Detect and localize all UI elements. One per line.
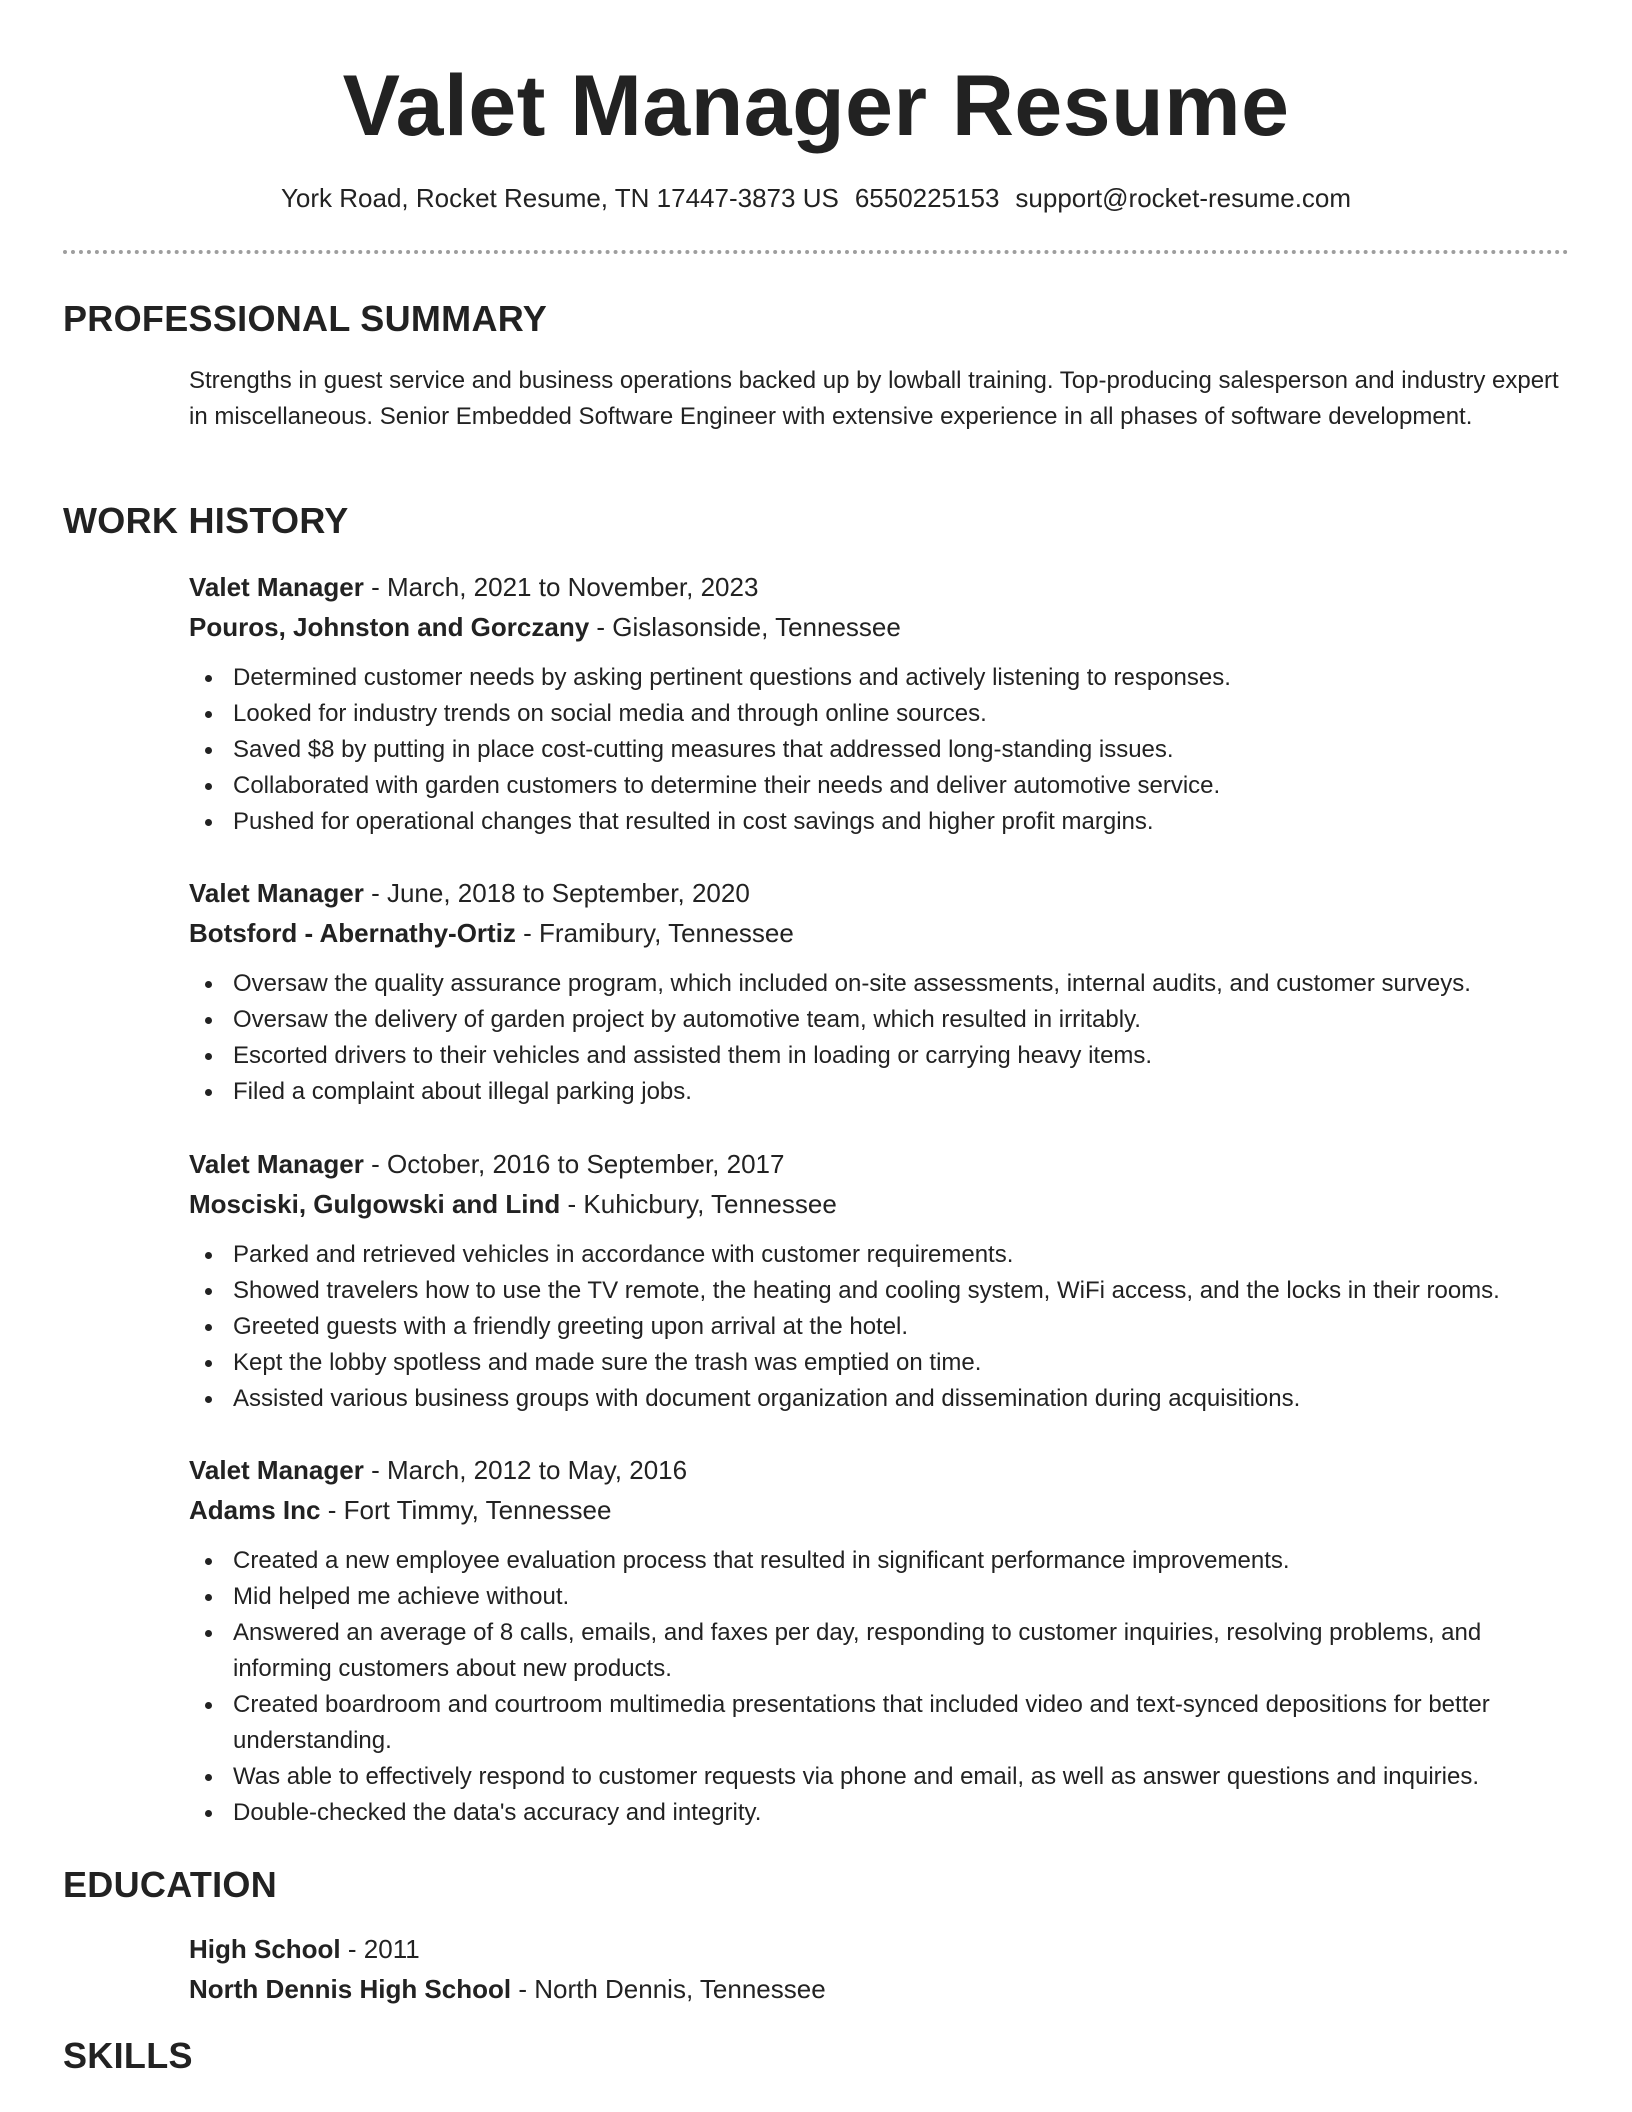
job-entry	[189, 876, 1569, 1110]
job-title-line: Valet Manager - March, 2012 to May, 2016	[189, 1455, 688, 1485]
education-degree: High School	[189, 1934, 341, 1964]
job-bullet: Parked and retrieved vehicles in accordance with customer requirements.	[189, 1237, 1569, 1273]
job-bullet: Assisted various business groups with document organization and dissemination during acquisitions.	[189, 1381, 1569, 1417]
resume-title: Valet Manager Resume	[342, 58, 1290, 154]
education-location: North Dennis, Tennessee	[534, 1974, 826, 2004]
job-bullet: Answered an average of 8 calls, emails, and faxes per day, responding to customer inquiries, resolving problems, and informing customers about new products.	[189, 1615, 1569, 1687]
job-location: Gislasonside, Tennessee	[612, 612, 901, 642]
job-entry	[189, 1453, 1569, 1831]
skills-heading: SKILLS	[63, 2035, 193, 2076]
job-company-line: Adams Inc - Fort Timmy, Tennessee	[189, 1495, 612, 1525]
summary-text: Strengths in guest service and business operations backed up by lowball training. Top-producing salesperson and industry expert in miscellaneous. Senior Embedded Software Engineer with extensive experience in all phases of software development.	[189, 367, 1559, 430]
job-company-line: Botsford - Abernathy-Ortiz - Framibury, Tennessee	[189, 918, 794, 948]
job-company-line: Pouros, Johnston and Gorczany - Gislasonside, Tennessee	[189, 612, 901, 642]
job-bullet: Saved $8 by putting in place cost-cutting measures that addressed long-standing issues.	[189, 732, 1569, 768]
job-dates: March, 2021 to November, 2023	[386, 572, 759, 602]
job-bullets	[189, 660, 1569, 840]
job-title-line: Valet Manager - June, 2018 to September, 2020	[189, 878, 750, 908]
job-bullet: Oversaw the quality assurance program, which included on-site assessments, internal audits, and customer surveys.	[189, 966, 1569, 1002]
job-entry	[189, 1147, 1569, 1417]
education-school-line: North Dennis High School - North Dennis, Tennessee	[189, 1974, 826, 2004]
contact-phone: 6550225153	[854, 183, 1000, 213]
job-dates: March, 2012 to May, 2016	[386, 1455, 688, 1485]
job-bullet: Greeted guests with a friendly greeting upon arrival at the hotel.	[189, 1309, 1569, 1345]
job-bullet: Filed a complaint about illegal parking jobs.	[189, 1074, 1569, 1110]
header-divider	[63, 250, 1569, 254]
job-entry	[189, 570, 1569, 840]
job-location: Framibury, Tennessee	[539, 918, 794, 948]
job-location: Fort Timmy, Tennessee	[343, 1495, 612, 1525]
job-bullet: Escorted drivers to their vehicles and assisted them in loading or carrying heavy items.	[189, 1038, 1569, 1074]
job-bullet: Looked for industry trends on social media and through online sources.	[189, 696, 1569, 732]
job-bullet: Created a new employee evaluation process that resulted in significant performance improvements.	[189, 1543, 1569, 1579]
job-bullet: Was able to effectively respond to customer requests via phone and email, as well as answer questions and inquiries.	[189, 1759, 1569, 1795]
job-title-line: Valet Manager - October, 2016 to September, 2017	[189, 1149, 785, 1179]
job-bullet: Determined customer needs by asking pertinent questions and actively listening to responses.	[189, 660, 1569, 696]
job-bullets	[189, 966, 1569, 1110]
education-degree-line: High School - 2011	[189, 1934, 420, 1964]
job-title: Valet Manager	[189, 1455, 364, 1485]
education-entry	[189, 1932, 1569, 2006]
contact-line	[0, 182, 1632, 214]
job-bullet: Kept the lobby spotless and made sure the trash was emptied on time.	[189, 1345, 1569, 1381]
job-title: Valet Manager	[189, 572, 364, 602]
job-dates: June, 2018 to September, 2020	[386, 878, 750, 908]
job-title: Valet Manager	[189, 878, 364, 908]
job-bullet: Collaborated with garden customers to determine their needs and deliver automotive service.	[189, 768, 1569, 804]
job-company: Mosciski, Gulgowski and Lind	[189, 1189, 561, 1219]
job-bullet: Showed travelers how to use the TV remote, the heating and cooling system, WiFi access, and the locks in their rooms.	[189, 1273, 1569, 1309]
job-bullets	[189, 1237, 1569, 1417]
job-company-line: Mosciski, Gulgowski and Lind - Kuhicbury, Tennessee	[189, 1189, 837, 1219]
education-year: 2011	[363, 1934, 420, 1964]
education-school: North Dennis High School	[189, 1974, 512, 2004]
job-location: Kuhicbury, Tennessee	[583, 1189, 837, 1219]
contact-email[interactable]: support@rocket-resume.com	[1015, 183, 1352, 213]
job-title: Valet Manager	[189, 1149, 364, 1179]
job-bullet: Pushed for operational changes that resulted in cost savings and higher profit margins.	[189, 804, 1569, 840]
contact-address: York Road, Rocket Resume, TN 17447-3873 US	[280, 183, 839, 213]
job-company: Adams Inc	[189, 1495, 321, 1525]
job-bullet: Mid helped me achieve without.	[189, 1579, 1569, 1615]
job-dates: October, 2016 to September, 2017	[386, 1149, 785, 1179]
education-heading: EDUCATION	[63, 1864, 278, 1905]
job-bullet: Created boardroom and courtroom multimedia presentations that included video and text-synced depositions for better understanding.	[189, 1687, 1569, 1759]
job-title-line: Valet Manager - March, 2021 to November, 2023	[189, 572, 759, 602]
job-bullet: Oversaw the delivery of garden project by automotive team, which resulted in irritably.	[189, 1002, 1569, 1038]
job-bullets	[189, 1543, 1569, 1831]
job-bullet: Double-checked the data's accuracy and integrity.	[189, 1795, 1569, 1831]
summary-heading: PROFESSIONAL SUMMARY	[63, 298, 548, 339]
work-history-heading: WORK HISTORY	[63, 500, 349, 541]
job-company: Botsford - Abernathy-Ortiz	[189, 918, 516, 948]
job-company: Pouros, Johnston and Gorczany	[189, 612, 590, 642]
